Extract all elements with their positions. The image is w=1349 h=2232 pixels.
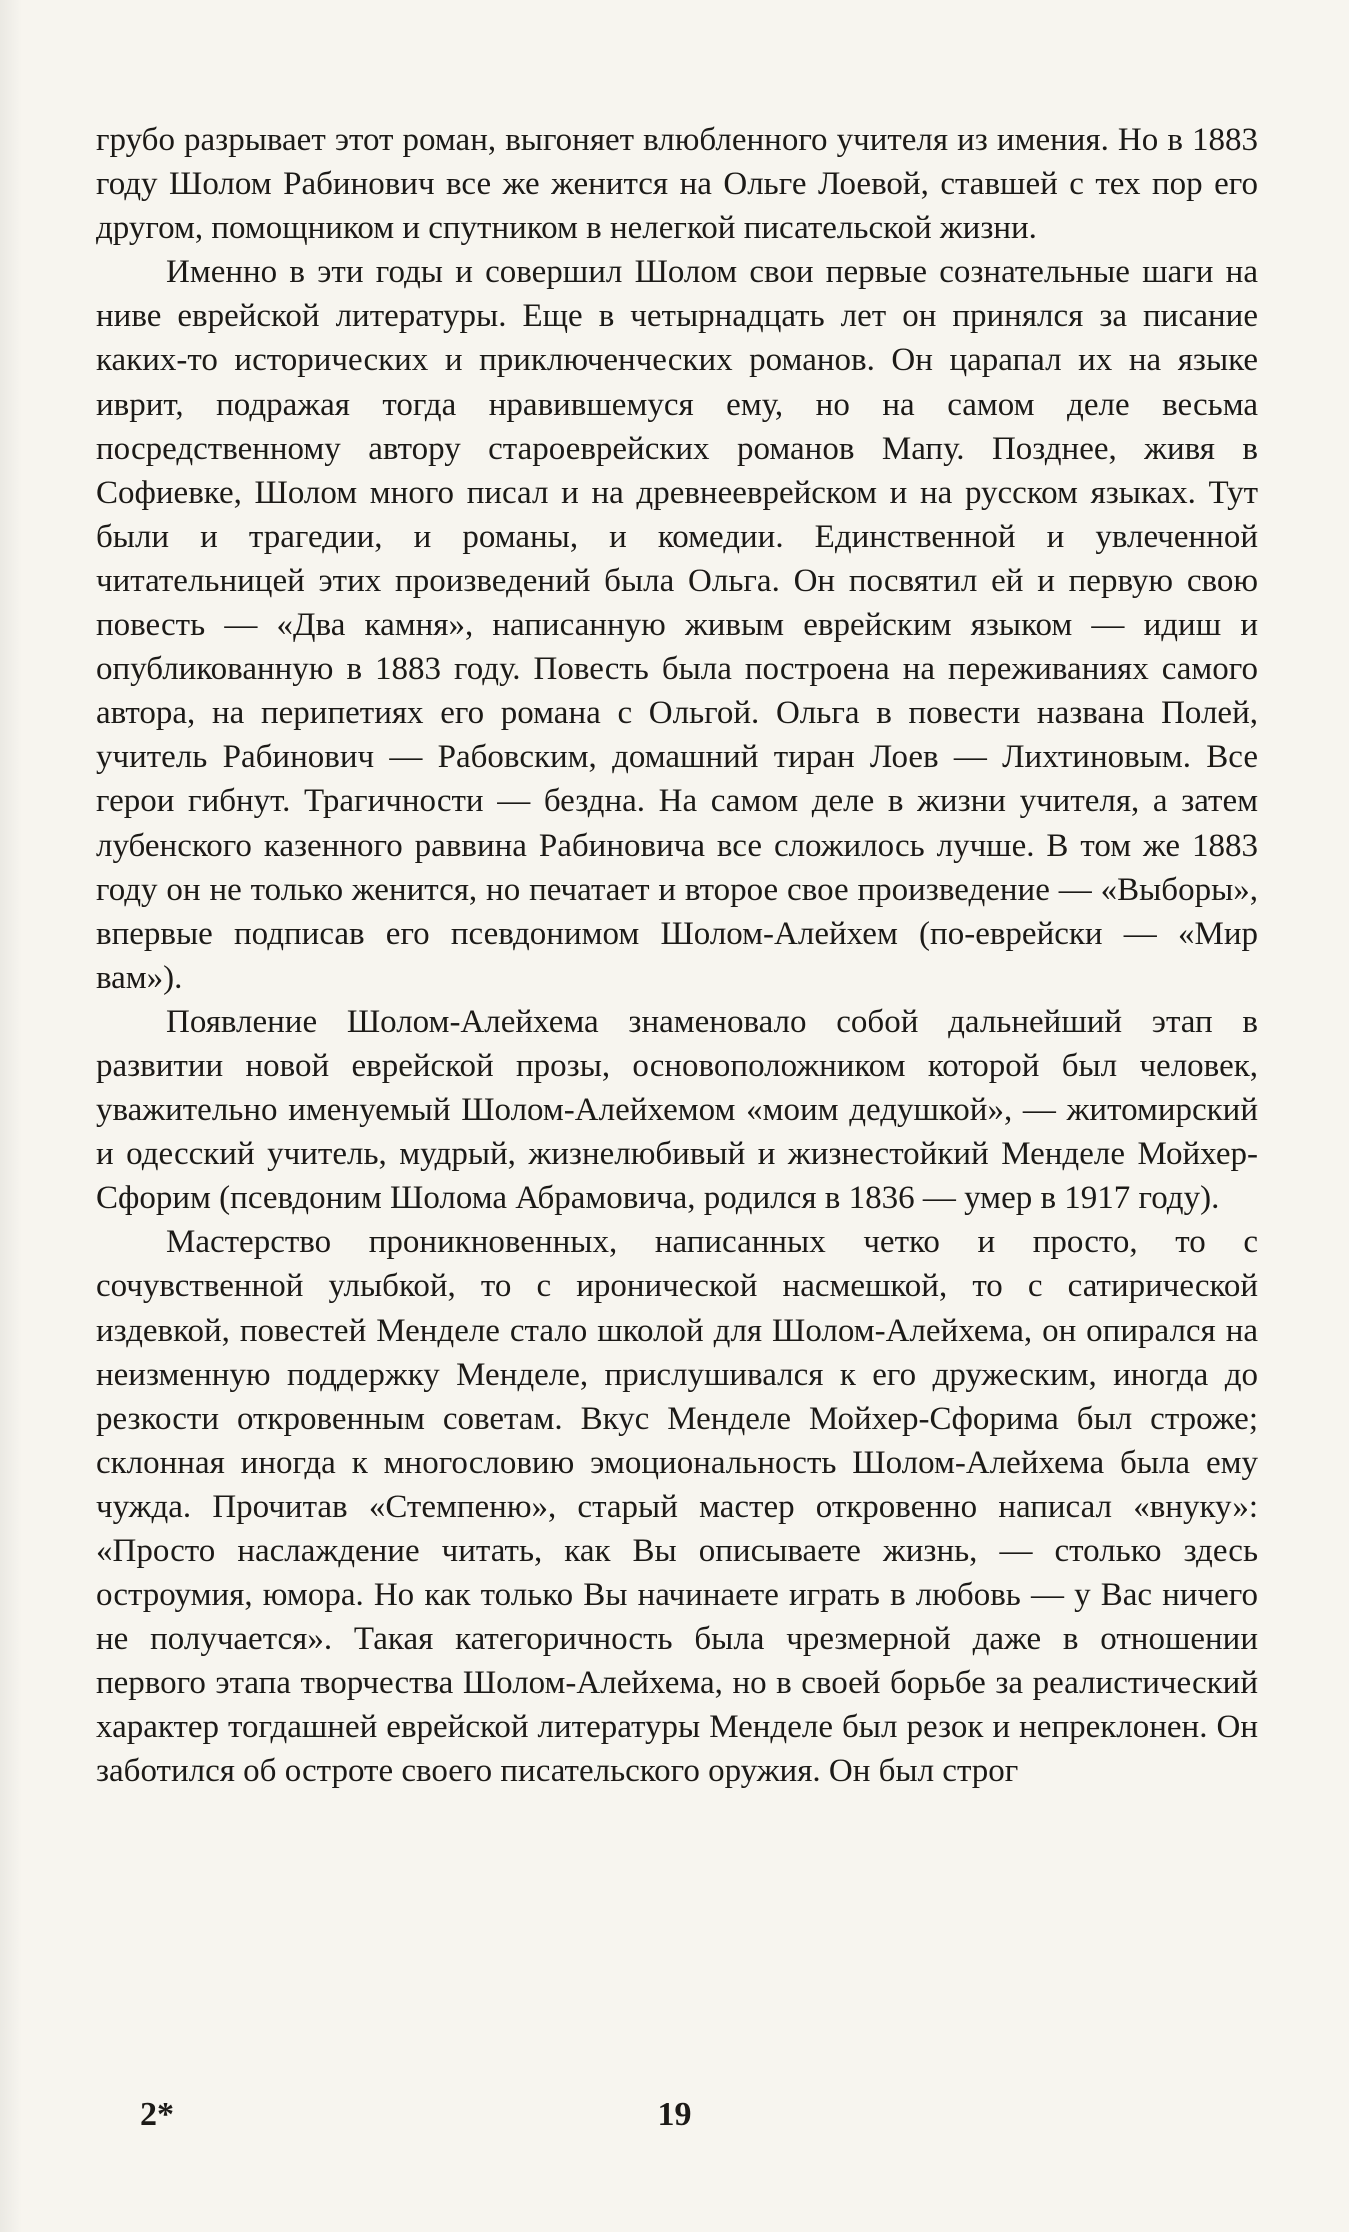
paragraph-4: Мастерство проникновенных, написанных четко и просто, то с сочувственной улыбкой, то с иронической насмешкой, то с сатирической издевкой, повестей Менделе стало школой для Шолом-Алейхема, он опирался на неизменную поддержку Менделе, прислушивался к его дружеским, иногда до резкости откровенным советам. Вкус Менделе Мойхер-Сфорима был строже; склонная иногда к многословию эмоциональность Шолом-Алейхема была ему чужда. Прочитав «Стемпеню», старый мастер откровенно написал «внуку»: «Просто наслаждение читать, как Вы описываете жизнь, — столько здесь остроумия, юмора. Но как только Вы начинаете играть в любовь — у Вас ничего не получается». Такая категоричность была чрезмерной даже в отношении первого этапа творчества Шолом-Алейхема, но в своей борьбе за реалистический характер тогдашней еврейской литературы Менделе был резок и непреклонен. Он заботился об остроте своего писательского оружия. Он был строг: [96, 1224, 1258, 1790]
paragraph-3: Появление Шолом-Алейхема знаменовало собой дальнейший этап в развитии новой еврейской прозы, основоположником которой был человек, уважительно именуемый Шолом-Алейхемом «моим дедушкой», — житомирский и одесский учитель, мудрый, жизнелюбивый и жизнестойкий Менделе Мойхер-Сфорим (псевдоним Шолома Абрамовича, родился в 1836 — умер в 1917 году).: [96, 1003, 1258, 1217]
page-footer: [0, 2096, 1349, 2144]
paragraph-2: Именно в эти годы и совершил Шолом свои первые сознательные шаги на ниве еврейской литературы. Еще в четырнадцать лет он принялся за писание каких-то исторических и приключенческих романов. Он царапал их на языке иврит, подражая тогда нравившемуся ему, но на самом деле весьма посредственному автору староеврейских романов Мапу. Позднее, живя в Софиевке, Шолом много писал и на древнееврейском и на русском языках. Тут были и трагедии, и романы, и комедии. Единственной и увлеченной читательницей этих произведений была Ольга. Он посвятил ей и первую свою повесть — «Два камня», написанную живым еврейским языком — идиш и опубликованную в 1883 году. Повесть была построена на переживаниях самого автора, на перипетиях его романа с Ольгой. Ольга в повести названа Полей, учитель Рабинович — Рабовским, домашний тиран Лоев — Лихтиновым. Все герои гибнут. Трагичности — бездна. На самом деле в жизни учителя, а затем лубенского казенного раввина Рабиновича все сложилось лучше. В том же 1883 году он не только женится, но печатает и второе свое произведение — «Выборы», впервые подписав его псевдонимом Шолом-Алейхем (по-еврейски — «Мир вам»).: [96, 254, 1258, 996]
signature-mark: 2*: [140, 2096, 174, 2133]
body-text: [96, 118, 1258, 1794]
page-edge-shadow: [0, 0, 22, 2232]
paragraph-1: грубо разрывает этот роман, выгоняет влюбленного учителя из имения. Но в 1883 году Шолом Рабинович все же женится на Ольге Лоевой, ставшей с тех пор его другом, помощником и спутником в нелегкой писательской жизни.: [96, 122, 1258, 247]
page-number: 19: [657, 2096, 692, 2133]
